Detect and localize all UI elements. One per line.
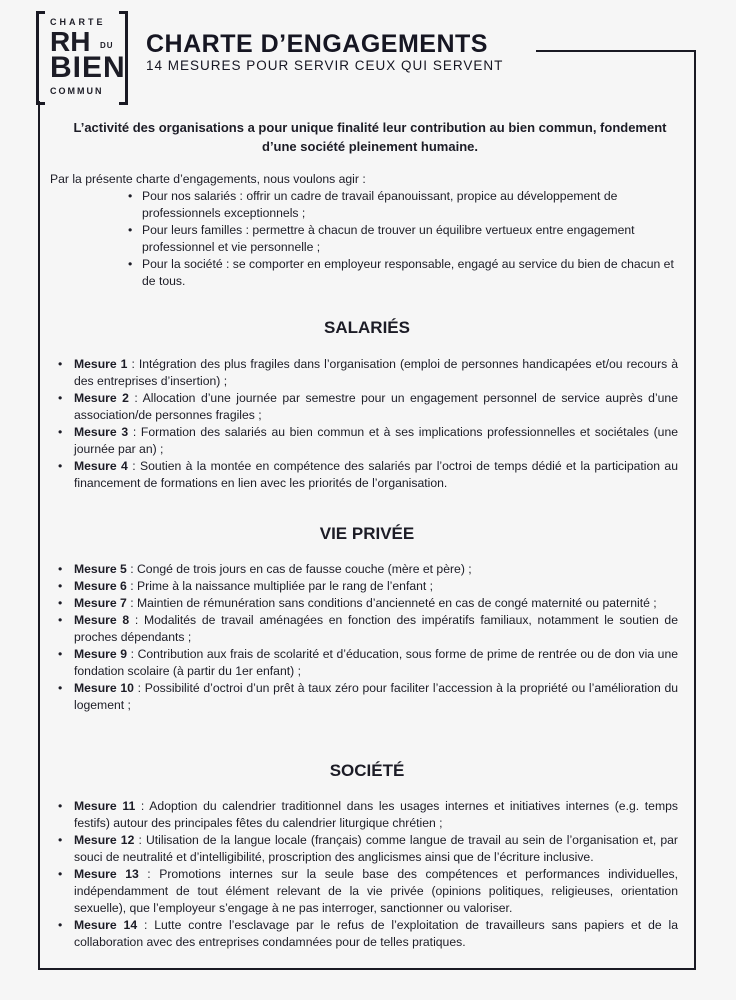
mesure-text: : Possibilité d’octroi d’un prêt à taux zéro pour faciliter l’accession à la propriété ou l’amélioration du logement ;: [74, 681, 679, 712]
mesure-label: Mesure 13: [74, 867, 139, 881]
mesure-text: : Formation des salariés au bien commun et à ses implications professionnelles et sociétales (une journée par an) ;: [74, 425, 678, 456]
list-item: [74, 866, 678, 917]
logo-line-commun: COMMUN: [50, 86, 104, 96]
mesure-text: : Maintien de rémunération sans conditions d’ancienneté en cas de congé maternité ou paternité ;: [126, 596, 657, 610]
mesure-label: Mesure 1: [74, 357, 128, 371]
mesure-label: Mesure 6: [74, 579, 127, 593]
mesure-label: Mesure 3: [74, 425, 129, 439]
mesure-label: Mesure 5: [74, 562, 127, 576]
header: [146, 30, 503, 74]
list-item: [74, 390, 678, 424]
list-item: [74, 612, 678, 646]
list-item: [74, 595, 678, 612]
section-title-vie-privee: VIE PRIVÉE: [319, 524, 415, 543]
preamble-block: [50, 171, 690, 290]
list-item: [74, 798, 678, 832]
mesure-text: : Utilisation de la langue locale (français) comme langue de travail au sein de l’organisation et, par souci de neutralité et d’intelligibilité, proscription des anglicismes ainsi que de l’écriture inclusive.: [74, 833, 678, 864]
mesure-text: : Promotions internes sur la seule base des compétences et performances individuelles, indépendamment de tout élément relevant de la vie privée (opinions politiques, religieuses, orientation sexuelle), que l’employeur s’engage à ne pas interroger, sanctionner ou valoriser.: [74, 867, 679, 915]
mesure-label: Mesure 12: [74, 833, 135, 847]
mesures-list-vie-privee: [74, 561, 678, 714]
mesure-text: : Intégration des plus fragiles dans l’organisation (emploi de personnes handicapées et/ou recours à des entreprises d’insertion) ;: [74, 357, 678, 388]
section-title-societe: SOCIÉTÉ: [329, 761, 405, 780]
list-item: [74, 832, 678, 866]
logo-line-du: DU: [100, 41, 114, 50]
mesure-label: Mesure 9: [74, 647, 128, 661]
logo: [36, 11, 128, 101]
list-item: [74, 356, 678, 390]
mesures-list-salaries: [74, 356, 678, 492]
goals-list: [50, 188, 690, 290]
goal-item: • Pour la société : se comporter en employeur responsable, engagé au service du bien de chacun et de tous.: [142, 256, 690, 290]
list-item: [74, 917, 678, 951]
mesure-label: Mesure 7: [74, 596, 127, 610]
list-item: [74, 458, 678, 492]
mesure-label: Mesure 8: [74, 613, 130, 627]
logo-line-rh: RH: [50, 26, 91, 57]
page-subtitle: 14 MESURES POUR SERVIR CEUX QUI SERVENT: [146, 58, 504, 73]
logo-line-bien: BIEN: [50, 51, 126, 84]
list-item: [74, 424, 678, 458]
logo-line-charte: CHARTE: [50, 17, 106, 27]
mesure-label: Mesure 2: [74, 391, 129, 405]
list-item: [74, 680, 678, 714]
mesure-text: : Congé de trois jours en cas de fausse couche (mère et père) ;: [126, 562, 472, 576]
mesure-text: : Contribution aux frais de scolarité et d’éducation, sous forme de prime de rentrée ou de don via une fondation scolaire (à partir du 1er enfant) ;: [74, 647, 678, 678]
list-item: [74, 646, 678, 680]
mesure-label: Mesure 10: [74, 681, 134, 695]
intro-statement: L’activité des organisations a pour unique finalité leur contribution au bien commun, fondement d’une société pleinement humaine.: [73, 120, 667, 154]
mesure-text: : Adoption du calendrier traditionnel dans les usages internes et initiatives internes (e.g. temps festifs) autour des principales fêtes du calendrier liturgique chrétien ;: [74, 799, 678, 830]
mesure-label: Mesure 4: [74, 459, 128, 473]
goal-item: • Pour nos salariés : offrir un cadre de travail épanouissant, propice au développement de professionnels exceptionnels ;: [142, 188, 690, 222]
section-title-salaries: SALARIÉS: [324, 318, 410, 337]
mesure-text: : Soutien à la montée en compétence des salariés par l’octroi de temps dédié et la participation au financement de formations en lien avec les priorités de l’organisation.: [74, 459, 678, 490]
mesure-text: : Modalités de travail aménagées en fonction des impératifs familiaux, notamment le soutien de proches dépendants ;: [74, 613, 678, 644]
mesure-label: Mesure 11: [74, 799, 136, 813]
list-item: [74, 561, 678, 578]
mesures-list-societe: [74, 798, 678, 951]
goal-item: • Pour leurs familles : permettre à chacun de trouver un équilibre vertueux entre engagement professionnel et vie personnelle ;: [142, 222, 690, 256]
page-title: CHARTE D’ENGAGEMENTS: [146, 30, 488, 58]
mesure-text: : Prime à la naissance multipliée par le rang de l’enfant ;: [126, 579, 434, 593]
mesure-text: : Allocation d’une journée par semestre pour un engagement personnel de service auprès d’une association/de personnes fragiles ;: [74, 391, 678, 422]
logo-bracket-left: [36, 11, 45, 105]
preamble-text: Par la présente charte d’engagements, nous voulons agir :: [50, 172, 366, 186]
frame-top-border: [536, 50, 696, 52]
mesure-label: Mesure 14: [74, 918, 138, 932]
list-item: [74, 578, 678, 595]
mesure-text: : Lutte contre l’esclavage par le refus de l’exploitation de travailleurs sans papiers et de la collaboration avec des entreprises condamnées pour de telles pratiques.: [74, 918, 678, 949]
